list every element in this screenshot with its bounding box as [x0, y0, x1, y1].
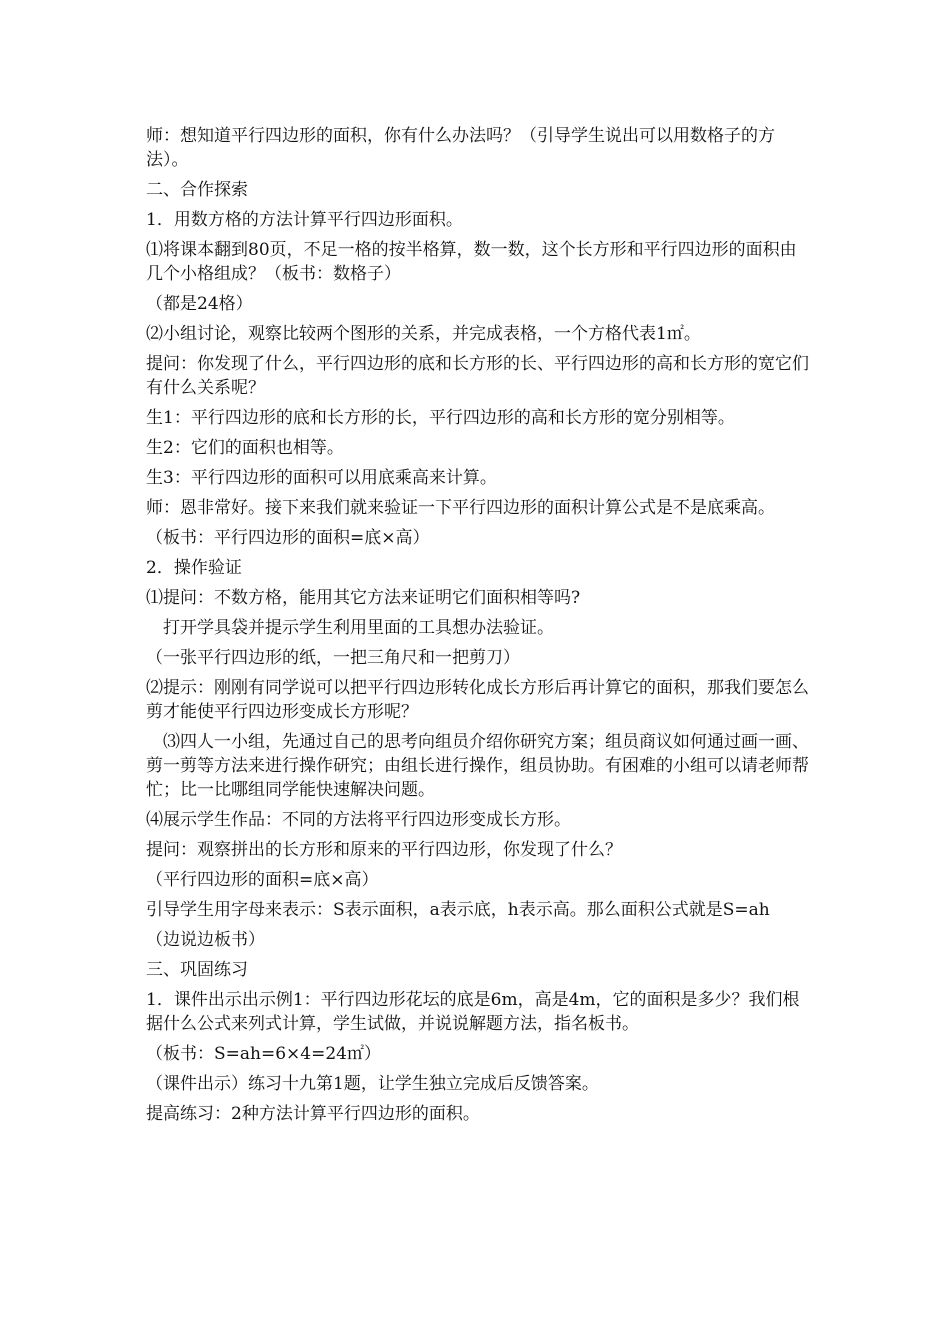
- paragraph: （板书：平行四边形的面积=底×高）: [146, 528, 430, 548]
- paragraph: 师：想知道平行四边形的面积，你有什么办法吗？（引导学生说出可以用数格子的方法）。: [146, 126, 775, 170]
- paragraph: （边说边板书）: [146, 930, 265, 950]
- paragraph: ⑵提示：刚刚有同学说可以把平行四边形转化成长方形后再计算它的面积，那我们要怎么剪才能使平行四边形变成长方形呢？: [146, 678, 809, 722]
- paragraph: 生3：平行四边形的面积可以用底乘高来计算。: [146, 468, 497, 488]
- paragraph: （课件出示）练习十九第1题，让学生独立完成后反馈答案。: [146, 1074, 599, 1094]
- paragraph: 师：恩非常好。接下来我们就来验证一下平行四边形的面积计算公式是不是底乘高。: [146, 498, 775, 518]
- paragraph: ⑴将课本翻到80页，不足一格的按半格算，数一数，这个长方形和平行四边形的面积由几个小格组成？（板书：数格子）: [146, 240, 797, 284]
- subsection-heading: 1．用数方格的方法计算平行四边形面积。: [146, 210, 463, 230]
- paragraph: （板书：S=ah=6×4=24㎡）: [146, 1044, 381, 1064]
- paragraph: ⑵小组讨论，观察比较两个图形的关系，并完成表格，一个方格代表1㎡。: [146, 324, 701, 344]
- paragraph: ⑷展示学生作品：不同的方法将平行四边形变成长方形。: [146, 810, 571, 830]
- paragraph: 打开学具袋并提示学生利用里面的工具想办法验证。: [163, 618, 554, 638]
- section-heading: 三、巩固练习: [146, 960, 248, 980]
- paragraph: 生1：平行四边形的底和长方形的长，平行四边形的高和长方形的宽分别相等。: [146, 408, 735, 428]
- paragraph: （平行四边形的面积=底×高）: [146, 870, 379, 890]
- paragraph: 引导学生用字母来表示：S表示面积，a表示底，h表示高。那么面积公式就是S=ah: [146, 900, 770, 920]
- paragraph: ⑴提问：不数方格，能用其它方法来证明它们面积相等吗?: [146, 588, 581, 608]
- paragraph: （都是24格）: [146, 294, 253, 314]
- subsection-heading: 2．操作验证: [146, 558, 242, 578]
- paragraph: 提问：你发现了什么，平行四边形的底和长方形的长、平行四边形的高和长方形的宽它们有什么关系呢？: [146, 354, 809, 398]
- paragraph: 1．课件出示出示例1：平行四边形花坛的底是6m，高是4m，它的面积是多少？我们根据什么公式来列式计算，学生试做，并说说解题方法，指名板书。: [146, 990, 800, 1034]
- section-heading: 二、合作探索: [146, 180, 248, 200]
- paragraph: 生2：它们的面积也相等。: [146, 438, 344, 458]
- paragraph: ⑶四人一小组，先通过自己的思考向组员介绍你研究方案；组员商议如何通过画一画、剪一剪等方法来进行操作研究；由组长进行操作，组员协助。有困难的小组可以请老师帮忙；比一比哪组同学能快速解决问题。: [146, 732, 809, 800]
- paragraph: 提问：观察拼出的长方形和原来的平行四边形，你发现了什么？: [146, 840, 622, 860]
- document-body: [146, 124, 810, 1132]
- paragraph: （一张平行四边形的纸，一把三角尺和一把剪刀）: [146, 648, 520, 668]
- paragraph: 提高练习：2种方法计算平行四边形的面积。: [146, 1104, 480, 1124]
